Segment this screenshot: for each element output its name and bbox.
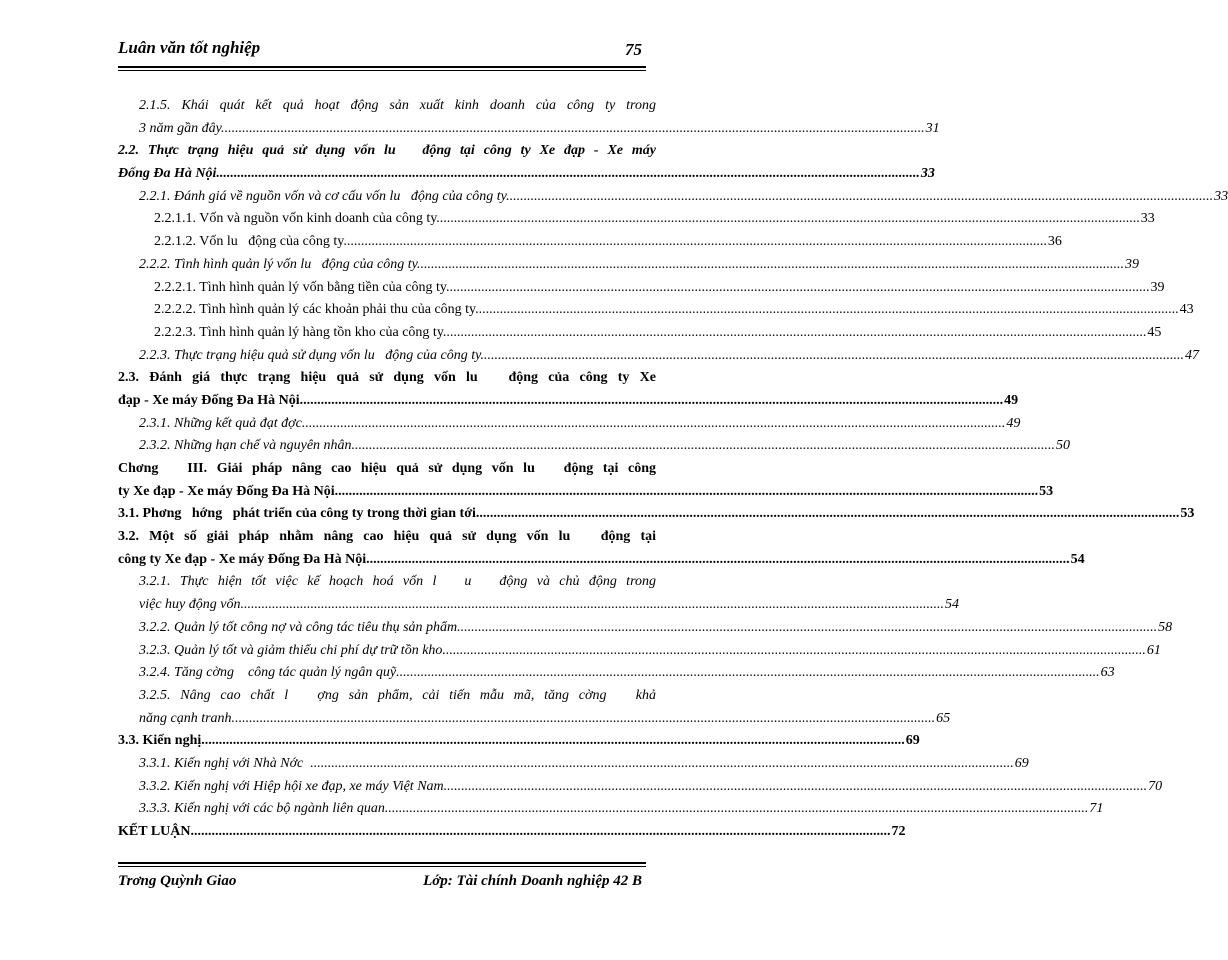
toc-entry-title-line: 2.1.5. Khái quát kết quả hoạt động sản xuất kinh doanh của công ty trong (139, 98, 656, 113)
toc-entry-title: 2.2.1.2. Vốn lu động của công ty. (154, 234, 347, 250)
toc-entry-title: 3.2.2. Quản lý tốt công nợ và công tác tiêu thụ sản phẩm (139, 619, 458, 635)
toc-entry[interactable] (118, 322, 1162, 345)
toc-leader-dots (190, 821, 890, 844)
toc-entry-page: 31 (925, 120, 940, 136)
toc-entry-title: 2.2.1.1. Vốn và nguồn vốn kinh doanh của công ty. (154, 211, 440, 227)
toc-entry[interactable] (118, 821, 906, 844)
toc-leader-dots (225, 118, 925, 141)
toc-leader-dots (446, 640, 1146, 663)
toc-leader-dots (479, 299, 1179, 322)
toc-entry-title-line: năng cạnh tranh. (139, 710, 236, 726)
toc-entry-title-line: 3 năm gần đây. (139, 120, 225, 136)
toc-leader-dots (244, 594, 944, 617)
toc-entry[interactable] (118, 95, 940, 140)
toc-entry-title: 2.2.2.2. Tình hình quản lý các khoản phải thu của công ty. (154, 302, 479, 318)
toc-entry[interactable] (118, 413, 1021, 436)
toc-entry-title-line: 3.2. Một số giải pháp nhằm nâng cao hiệu quả sử dụng vốn lu động tại (118, 529, 656, 545)
toc-entry[interactable] (118, 277, 1165, 300)
toc-entry[interactable] (118, 662, 1115, 685)
toc-entry[interactable] (118, 254, 1140, 277)
toc-entry-page: 45 (1147, 324, 1162, 340)
header-divider (118, 66, 646, 68)
toc-leader-dots (355, 435, 1055, 458)
toc-entry-title-line: việc huy động vốn. (139, 597, 244, 613)
toc-entry-title-line: 2.3. Đánh giá thực trạng hiệu quả sử dụng vốn lu động của công ty Xe (118, 370, 656, 386)
toc-entry-title: 2.2.1. Đánh giá về nguồn vốn và cơ cấu vốn lu động của công ty.. (139, 188, 514, 204)
toc-leader-dots (440, 208, 1140, 231)
toc-entry[interactable] (118, 367, 1019, 412)
toc-entry-page: 53 (1039, 483, 1054, 499)
toc-entry[interactable] (118, 526, 1085, 571)
footer-divider (118, 862, 646, 864)
toc-entry-title: 2.2.3. Thực trạng hiệu quả sử dụng vốn lu động của công ty. (139, 347, 485, 363)
toc-entry-page: 72 (891, 824, 906, 839)
toc-entry[interactable] (118, 503, 1195, 526)
toc-entry-page: 54 (944, 597, 959, 613)
toc-entry-page: 61 (1146, 642, 1161, 658)
toc-entry-page: 50 (1056, 438, 1071, 454)
toc-entry-title: 2.2.2. Tình hình quản lý vốn lu động của công ty.. (139, 256, 425, 272)
toc-entry[interactable] (118, 435, 1071, 458)
toc-entry-title: 3.3. Kiến nghị. (118, 733, 205, 749)
toc-leader-dots (479, 503, 1179, 526)
toc-leader-dots (424, 254, 1124, 277)
toc-entry-page: 47 (1185, 347, 1200, 363)
toc-entry-title-line: Đống Đa Hà Nội. (118, 166, 220, 182)
toc-entry-page: 39 (1125, 256, 1140, 272)
toc-entry-title: 3.1. Phơng hớng phát triển của công ty trong thời gian tới. (118, 506, 480, 522)
toc-entry-title-line: đạp - Xe máy Đống Đa Hà Nội. (118, 392, 304, 408)
toc-leader-dots (370, 549, 1070, 572)
header-title: Luân văn tốt nghiệp (118, 38, 261, 57)
toc-entry-page: 33 (920, 166, 935, 182)
toc-entry-title-line: 3.2.1. Thực hiện tốt việc kế hoạch hoá vốn l u động và chủ động trong (139, 574, 656, 590)
table-of-contents (118, 95, 1228, 844)
toc-entry-page: 69 (1014, 755, 1029, 771)
footer-class: Lớp: Tài chính Doanh nghiệp 42 B (423, 873, 642, 889)
toc-entry[interactable] (118, 208, 1155, 231)
toc-leader-dots (314, 753, 1014, 776)
toc-entry[interactable] (118, 299, 1194, 322)
toc-entry-title: 3.2.3. Quản lý tốt và giảm thiểu chi phí dự trữ tồn kho. (139, 642, 446, 658)
toc-leader-dots (347, 231, 1047, 254)
toc-entry-page: 33 (1214, 188, 1228, 204)
toc-entry-title-line: Chơng III. Giải pháp nâng cao hiệu quả sử dụng vốn lu động tại công (118, 461, 656, 476)
footer-author: Trơng Quỳnh Giao (118, 873, 237, 889)
toc-entry-page: 54 (1070, 551, 1085, 567)
toc-leader-dots (205, 730, 905, 753)
toc-entry-page: 65 (936, 710, 951, 726)
toc-entry-title: 3.3.2. Kiến nghị với Hiệp hội xe đạp, xe máy Việt Nam. (139, 778, 448, 794)
toc-entry-page: 63 (1100, 665, 1115, 681)
page-footer (118, 873, 646, 897)
toc-entry-page: 49 (1006, 415, 1021, 431)
toc-entry-page: 49 (1004, 392, 1019, 408)
toc-leader-dots (447, 776, 1147, 799)
toc-entry-title: 2.3.1. Những kết quả đạt đợc. (139, 415, 306, 431)
toc-entry-title: 3.3.1. Kiến nghị với Nhà Nớc . (139, 755, 314, 771)
toc-entry-title-line: 2.2. Thực trạng hiệu quả sử dụng vốn lu động tại công ty Xe đạp - Xe máy (118, 143, 656, 159)
toc-leader-dots (220, 163, 920, 186)
toc-leader-dots (388, 798, 1088, 821)
toc-entry[interactable] (118, 640, 1161, 663)
toc-entry[interactable] (118, 776, 1163, 799)
toc-entry[interactable] (118, 753, 1029, 776)
toc-leader-dots (484, 345, 1184, 368)
header-page-number: 75 (625, 40, 642, 59)
toc-entry-title: 3.2.4. Tăng cờng công tác quản lý ngân quỹ. (139, 665, 400, 681)
toc-entry[interactable] (118, 730, 920, 753)
toc-entry[interactable] (118, 617, 1173, 640)
toc-entry-page: 58 (1158, 619, 1173, 635)
toc-entry[interactable] (118, 685, 951, 730)
toc-entry[interactable] (118, 458, 1054, 503)
toc-leader-dots (457, 617, 1157, 640)
toc-entry-title-line: công ty Xe đạp - Xe máy Đống Đa Hà Nội. (118, 551, 370, 567)
toc-entry[interactable] (118, 231, 1062, 254)
page-header (118, 38, 646, 68)
toc-entry-title: KẾT LUẬN (118, 824, 191, 839)
toc-leader-dots (303, 390, 1003, 413)
toc-leader-dots (400, 662, 1100, 685)
toc-entry-page: 33 (1140, 211, 1155, 227)
toc-leader-dots (446, 322, 1146, 345)
toc-entry-title-line: 3.2.5. Nâng cao chất l ợng sản phẩm, cải tiến mẫu mã, tăng cờng khả (139, 687, 656, 703)
toc-entry-page: 69 (905, 733, 920, 749)
toc-leader-dots (235, 708, 935, 731)
toc-entry-page: 70 (1148, 778, 1163, 794)
toc-entry[interactable] (118, 140, 935, 185)
toc-entry-title: 3.3.3. Kiến nghị với các bộ ngành liên quan. (139, 801, 389, 817)
toc-entry-title: 2.2.2.3. Tình hình quản lý hàng tồn kho của công ty. (154, 324, 447, 340)
toc-entry[interactable] (118, 798, 1104, 821)
toc-entry-title-line: ty Xe đạp - Xe máy Đống Đa Hà Nội. (118, 483, 339, 499)
toc-entry-title: 2.3.2. Những hạn chế và nguyên nhân. (139, 438, 356, 454)
header-divider-thin (118, 70, 646, 71)
footer-divider-thin (118, 866, 646, 867)
toc-entry-page: 43 (1179, 302, 1194, 318)
toc-leader-dots (450, 277, 1150, 300)
toc-leader-dots (513, 186, 1213, 209)
toc-entry-page: 53 (1180, 506, 1195, 522)
toc-entry[interactable] (118, 345, 1200, 368)
toc-entry-title: 2.2.2.1. Tình hình quản lý vốn bằng tiền của công ty. (154, 279, 450, 295)
toc-leader-dots (338, 481, 1038, 504)
toc-leader-dots (305, 413, 1005, 436)
toc-entry-page: 39 (1150, 279, 1165, 295)
toc-entry-page: 36 (1047, 234, 1062, 250)
toc-entry[interactable] (118, 186, 1228, 209)
toc-entry[interactable] (118, 571, 959, 616)
toc-entry-page: 71 (1089, 801, 1104, 817)
